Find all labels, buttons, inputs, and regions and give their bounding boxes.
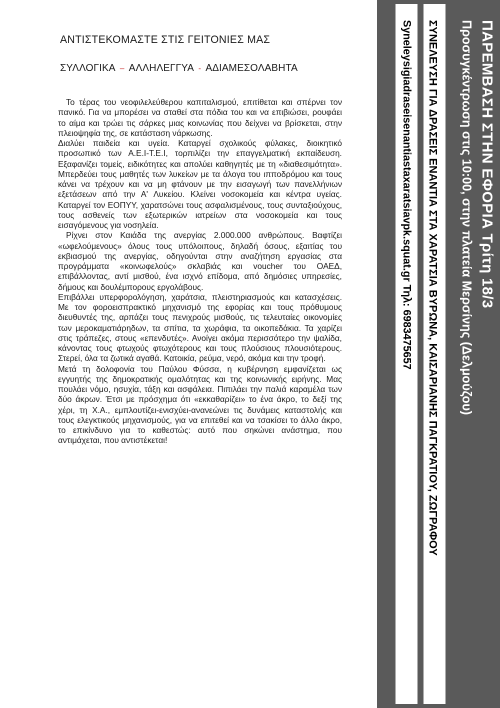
subtitle-word-3: ΑΔΙΑΜΕΣΟΛΑΒΗΤΑ bbox=[205, 63, 298, 74]
page-title: ΑΝΤΙΣΤΕΚΟΜΑΣΤΕ ΣΤΙΣ ΓΕΙΤΟΝΙΕΣ ΜΑΣ bbox=[60, 34, 271, 46]
meeting-point: Προσυγκέντρωση στις 10:00, στην πλατεία Μερσίνης (Δελμούζου) bbox=[459, 20, 474, 415]
vertical-banner-text bbox=[377, 4, 500, 704]
subtitle-word-1: ΣΥΛΛΟΓΙΚΑ bbox=[60, 63, 116, 74]
paragraph-3: Ρίχνει στον Καιάδα της ανεργίας 2.000.000 ανθρώπους. Βαφτίζει «ωφελούμενους» όλους τους υπόλοιπους, δηλαδή όσους, εξαιτίας του εκβιασμού της ανεργίας, οδηγούνται στην αναζήτηση εργασίας στα προγράμματα «κοινωφελούς» σκλαβιάς και voucher του ΟΑΕΔ, επιβάλλοντας, αντί μισθού, ένα ισχνό επίδομα, από δημόσιες υπηρεσίες, δήμους και δουλέμπορους εργολάβους. bbox=[58, 230, 342, 292]
contact-info: Syneleysigiadraseisenantiastaxaratsiavpk.squat.gr Τηλ: 6983475657 bbox=[396, 4, 418, 704]
subtitle-word-2: ΑΛΛΗΛΕΓΓΥΑ bbox=[128, 63, 194, 74]
subtitle bbox=[60, 63, 342, 74]
subtitle-separator-2: - bbox=[198, 64, 202, 73]
paragraph-1: Το τέρας του νεοφιλελεύθερου καπιταλισμού, επιτίθεται και σπέρνει τον πανικό. Για να μπορέσει να σταθεί στα πόδια του και να επιβιώσει, ρουφάει το αίμα και τρώει τις σάρκες μιας κοινωνίας που δείχνει να βρίσκεται, στην πλειοψηφία της, σε κατάσταση νάρκωσης. bbox=[58, 97, 342, 138]
body-text bbox=[58, 97, 342, 446]
subtitle-separator-1: – bbox=[119, 64, 125, 73]
event-title: ΠΑΡΕΜΒΑΣΗ ΣΤΗΝ ΕΦΟΡΙΑ Τρίτη 18/3 bbox=[478, 20, 496, 309]
paragraph-2: Διαλύει παιδεία και υγεία. Καταργεί σχολικούς φύλακες, διοικητικό προσωπικό των Α.Ε.Ι-Τ.Ε.Ι, τορπιλίζει την επαγγελματική εκπαίδευση. Εξαφανίζει τομείς, ειδικότητες και απολύει καθηγητές με τη «διαθεσιμότητα». Μπερδεύει τους μαθητές των λυκείων με τα άλογα του ιπποδρόμου και τους κάνει να τρέχουν και να μη φτάνουν με την εισαγωγή των πανελλήνιων εξετάσεων από την Α' Λυκείου. Κλείνει νοσοκομεία και κέντρα υγείας. Καταργεί τον ΕΟΠΥΥ, χαρατσώνει τους ασφαλισμένους, τους συνταξιούχους, τους ασθενείς των εξωτερικών ιατρείων στα νοσοκομεία και τους εισαγόμενους για νοσηλεία. bbox=[58, 138, 342, 230]
paragraph-4: Επιβάλλει υπερφορολόγηση, χαράτσια, πλειστηριασμούς και κατασχέσεις. Με τον φοροεισπρακτικό μηχανισμό της εφορίας και τους πρόθυμους διευθυντές της, αρπάζει τους πενιχρούς μισθούς, τις τελευταίες οικονομίες των μεροκαματιάρηδων, τα σπίτια, τα χωράφια, τα οικοπεδάκια. Τα χαρίζει στις τράπεζες, στους «επενδυτές». Ανοίγει ακόμα περισσότερο την ψαλίδα, κάνοντας τους φτωχούς φτωχότερους και τους πλούσιους πλουσιότερους. Στερεί, όλα τα ζωτικά αγαθά. Κατοικία, ρεύμα, νερό, ακόμα και την τροφή. bbox=[58, 291, 342, 364]
main-column bbox=[58, 34, 342, 446]
paragraph-5: Μετά τη δολοφονία του Παύλου Φύσσα, η κυβέρνηση εμφανίζεται ως εγγυητής της δημοκρατικής ομαλότητας και της κοινωνικής ειρήνης. Μας πουλάει νόμο, ησυχία, τάξη και ασφάλεια. Πιπιλάει την παλιά καραμέλα των δύο άκρων. Έτσι με πρόσχημα ότι «εκκαθαρίζει» το ένα άκρο, το δεξί της χέρι, τη Χ.Α., εμπλουτίζει-ενισχύει-ανανεώνει τις δυνάμεις καταστολής και τους ελεγκτικούς μηχανισμούς, για να επιτεθεί και να τσακίσει το άλλο άκρο, το επικίνδυνο για το καθεστώς: αυτό που σηκώνει ανάστημα, που αντιμάχεται, που αντιστέκεται! bbox=[58, 363, 342, 446]
assembly-name: ΣΥΝΕΛΕΥΣΗ ΓΙΑ ΔΡΑΣΕΙΣ ΕΝΑΝΤΙΑ ΣΤΑ ΧΑΡΑΤΣΙΑ ΒΥΡΩΝΑ, ΚΑΙΣΑΡΙΑΝΗΣ ΠΑΓΚΡΑΤΙΟΥ, ΖΩΓΡΑΦΟΥ bbox=[424, 4, 446, 704]
